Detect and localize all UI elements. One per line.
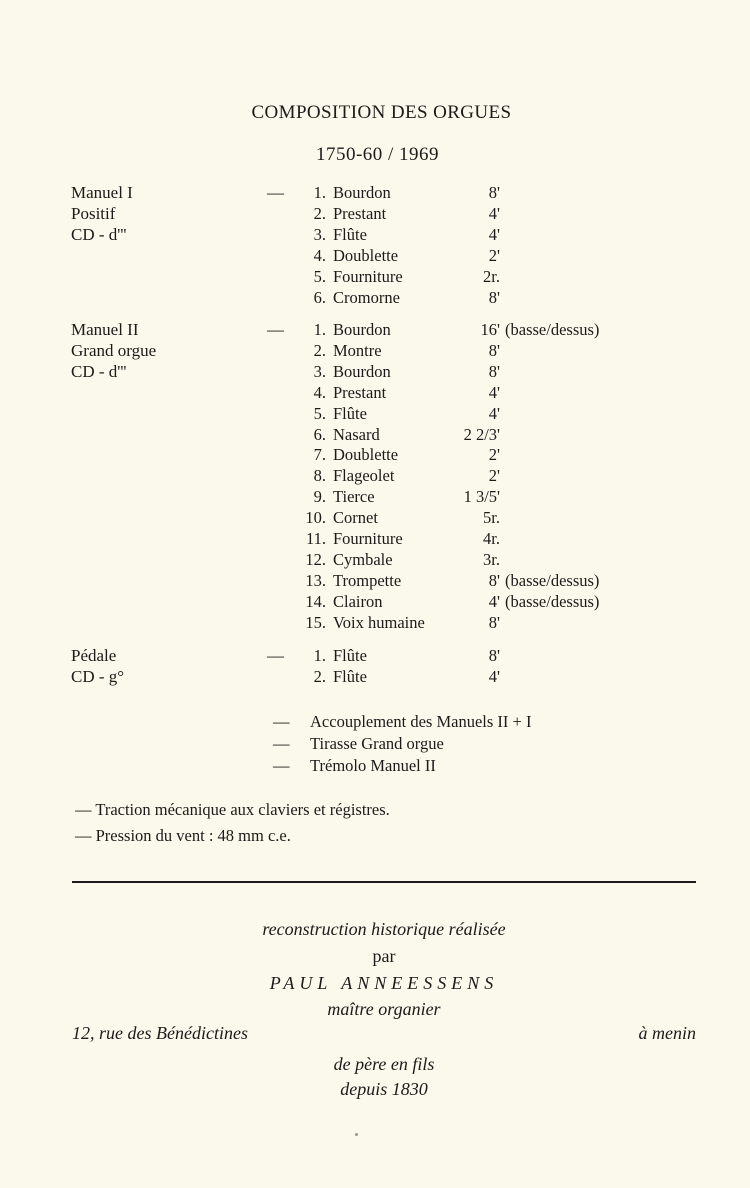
stop-number: 5. bbox=[313, 403, 326, 423]
stop-name: Doublette bbox=[333, 245, 399, 265]
credit-line-since: depuis 1830 bbox=[340, 1079, 428, 1099]
stop-size: 8' bbox=[488, 612, 500, 632]
stop-note: (basse/dessus) bbox=[505, 320, 600, 339]
stop-size: 4' bbox=[488, 591, 500, 611]
stop-number: 10. bbox=[305, 508, 326, 528]
stop-name: Nasard bbox=[333, 424, 380, 444]
stop-name: Bourdon bbox=[333, 183, 391, 202]
stop-number: 14. bbox=[305, 591, 326, 611]
stop-name: Cymbale bbox=[333, 549, 393, 569]
stop-name: Cromorne bbox=[333, 287, 400, 307]
coupler-row bbox=[0, 711, 750, 732]
stop-size: 2' bbox=[488, 245, 500, 265]
stop-row bbox=[0, 361, 750, 382]
credit-line-par: par bbox=[372, 946, 396, 966]
coupler-row bbox=[0, 755, 750, 776]
stop-number: 9. bbox=[313, 487, 326, 507]
division-name: Manuel I bbox=[71, 183, 133, 202]
stop-name: Tierce bbox=[333, 487, 375, 507]
stop-row bbox=[0, 266, 750, 287]
stop-row bbox=[0, 382, 750, 403]
stop-row bbox=[0, 570, 750, 591]
stop-number: 1. bbox=[313, 183, 326, 202]
coupler-text: Accouplement des Manuels II + I bbox=[310, 712, 532, 731]
builder-role: maître organier bbox=[327, 999, 441, 1019]
credit-line-heritage: de père en fils bbox=[333, 1054, 435, 1074]
stop-name: Voix humaine bbox=[333, 612, 425, 632]
stop-size: 8' bbox=[488, 183, 500, 202]
stop-note: (basse/dessus) bbox=[505, 591, 600, 611]
stop-name: Prestant bbox=[333, 382, 387, 402]
stop-number: 2. bbox=[313, 340, 326, 360]
stop-number: 2. bbox=[313, 666, 326, 686]
stop-name: Prestant bbox=[333, 203, 387, 223]
stop-row bbox=[0, 507, 750, 528]
stop-size: 2' bbox=[488, 466, 500, 486]
stop-name: Clairon bbox=[333, 591, 383, 611]
stop-size: 4' bbox=[488, 382, 500, 402]
stop-row bbox=[0, 245, 750, 266]
stop-number: 3. bbox=[313, 361, 326, 381]
stop-number: 1. bbox=[313, 646, 326, 665]
stop-row bbox=[0, 424, 750, 445]
document-years: 1750-60 / 1969 bbox=[315, 144, 440, 165]
stop-row bbox=[0, 182, 750, 203]
stop-row bbox=[0, 287, 750, 308]
division-name: Pédale bbox=[71, 646, 117, 665]
stop-row bbox=[0, 465, 750, 486]
stop-size: 4' bbox=[488, 403, 500, 423]
stop-number: 1. bbox=[313, 320, 326, 339]
stop-number: 7. bbox=[313, 445, 326, 465]
stop-number: 4. bbox=[313, 245, 326, 265]
coupler-text: Trémolo Manuel II bbox=[310, 756, 436, 775]
stop-size: 4' bbox=[488, 203, 500, 223]
address-street: 12, rue des Bénédictines bbox=[72, 1023, 248, 1043]
stop-number: 11. bbox=[305, 529, 326, 548]
stop-name: Trompette bbox=[333, 570, 402, 590]
stop-size: 8' bbox=[488, 287, 500, 307]
stop-number: 13. bbox=[305, 570, 326, 590]
stop-row bbox=[0, 319, 750, 340]
stop-row bbox=[0, 549, 750, 570]
stop-name: Flûte bbox=[333, 403, 367, 423]
stop-name: Bourdon bbox=[333, 361, 391, 381]
division-dash: — bbox=[267, 646, 284, 665]
paper-speck bbox=[355, 1133, 358, 1136]
stop-name: Flageolet bbox=[333, 466, 395, 486]
stop-name: Doublette bbox=[333, 445, 399, 465]
stop-number: 15. bbox=[305, 612, 326, 632]
stop-name: Flûte bbox=[333, 224, 367, 244]
builder-name: PAUL ANNEESSENS bbox=[269, 973, 499, 993]
stop-name: Flûte bbox=[333, 646, 367, 665]
stop-row bbox=[0, 224, 750, 245]
stop-number: 2. bbox=[313, 203, 326, 223]
stop-size: 3r. bbox=[483, 549, 500, 569]
stop-size: 16' bbox=[480, 320, 500, 339]
stop-number: 4. bbox=[313, 382, 326, 402]
stop-size: 8' bbox=[488, 570, 500, 590]
note-traction: — Traction mécanique aux claviers et régistres. bbox=[75, 800, 390, 819]
coupler-dash: — bbox=[273, 756, 290, 775]
stop-size: 8' bbox=[488, 646, 500, 665]
stop-row bbox=[0, 203, 750, 224]
division-label-line: Grand orgue bbox=[71, 340, 157, 360]
stop-size: 4r. bbox=[483, 529, 500, 548]
stop-row bbox=[0, 612, 750, 633]
stop-name: Flûte bbox=[333, 666, 367, 686]
stop-name: Bourdon bbox=[333, 320, 391, 339]
stop-size: 4' bbox=[488, 666, 500, 686]
coupler-row bbox=[0, 733, 750, 754]
stop-name: Fourniture bbox=[333, 266, 403, 286]
stop-size: 5r. bbox=[483, 508, 500, 528]
stop-size: 2r. bbox=[483, 266, 500, 286]
stop-note: (basse/dessus) bbox=[505, 570, 600, 590]
division-label-line: Positif bbox=[71, 203, 116, 223]
coupler-text: Tirasse Grand orgue bbox=[310, 734, 444, 753]
coupler-dash: — bbox=[273, 734, 290, 753]
division-name: Manuel II bbox=[71, 320, 139, 339]
stop-name: Fourniture bbox=[333, 529, 403, 548]
division-dash: — bbox=[267, 320, 284, 339]
stop-number: 6. bbox=[313, 287, 326, 307]
stop-row bbox=[0, 403, 750, 424]
stop-row bbox=[0, 666, 750, 687]
division-label-line: CD - d''' bbox=[71, 224, 127, 244]
stop-number: 5. bbox=[313, 266, 326, 286]
division-dash: — bbox=[267, 183, 284, 202]
stop-row bbox=[0, 591, 750, 612]
division-label-line: CD - d''' bbox=[71, 361, 127, 381]
stop-name: Cornet bbox=[333, 508, 378, 528]
stop-size: 8' bbox=[488, 361, 500, 381]
address-town: à menin bbox=[638, 1023, 696, 1043]
divider-rule bbox=[72, 881, 696, 883]
stop-number: 12. bbox=[305, 549, 326, 569]
stop-number: 6. bbox=[313, 424, 326, 444]
coupler-dash: — bbox=[273, 712, 290, 731]
stop-size: 1 3/5' bbox=[463, 487, 500, 507]
stop-size: 2 2/3' bbox=[463, 424, 500, 444]
stop-row bbox=[0, 444, 750, 465]
stop-row bbox=[0, 340, 750, 361]
note-wind-pressure: — Pression du vent : 48 mm c.e. bbox=[75, 826, 291, 845]
stop-row bbox=[0, 528, 750, 549]
stop-row bbox=[0, 645, 750, 666]
stop-number: 3. bbox=[313, 224, 326, 244]
stop-row bbox=[0, 486, 750, 507]
stop-name: Montre bbox=[333, 340, 382, 360]
stop-size: 2' bbox=[488, 445, 500, 465]
stop-size: 4' bbox=[488, 224, 500, 244]
stop-number: 8. bbox=[313, 466, 326, 486]
stop-size: 8' bbox=[488, 340, 500, 360]
document-title: COMPOSITION DES ORGUES bbox=[251, 102, 512, 123]
credit-line-1: reconstruction historique réalisée bbox=[262, 919, 506, 939]
division-label-line: CD - g° bbox=[71, 666, 125, 686]
